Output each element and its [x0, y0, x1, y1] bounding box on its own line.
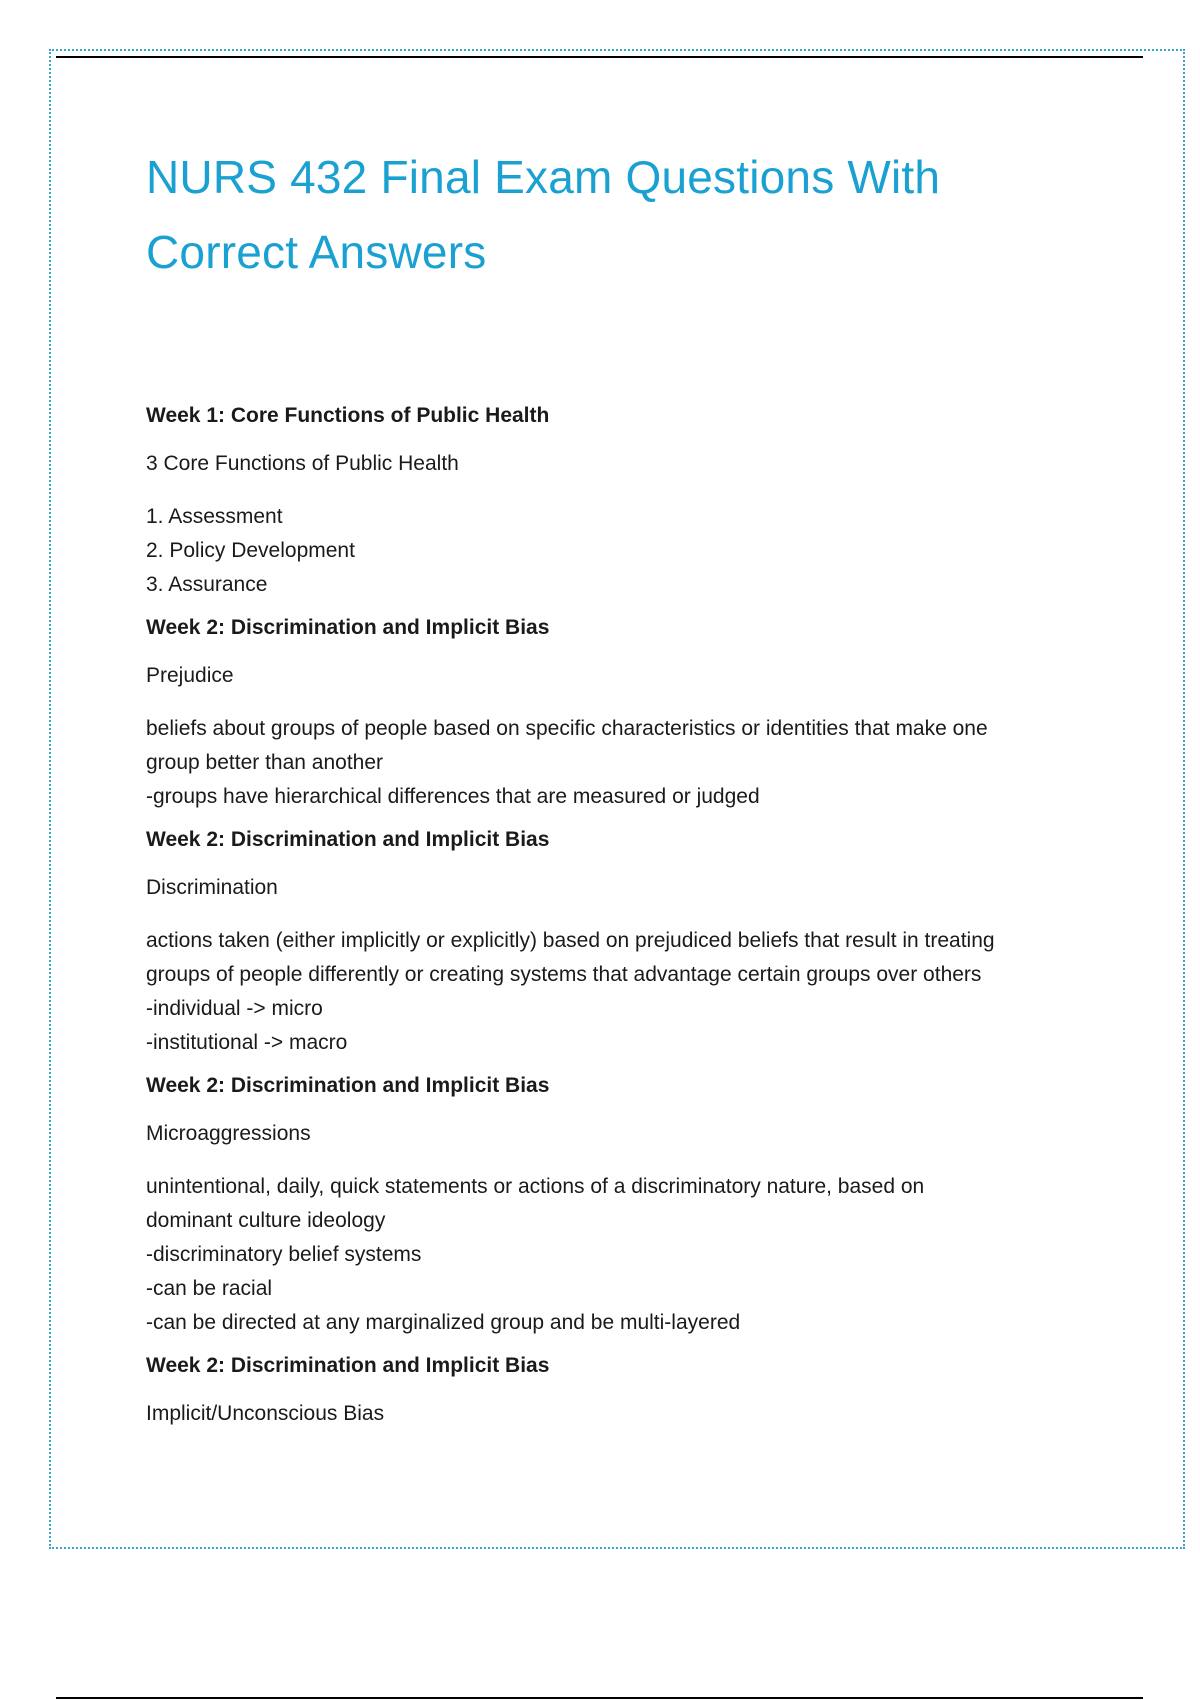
next-page-rule — [56, 1697, 1143, 1699]
flashcard — [146, 402, 1096, 602]
definition-line: dominant culture ideology — [146, 1209, 386, 1232]
card-definition — [146, 500, 1096, 602]
definition-line: 2. Policy Development — [146, 539, 355, 562]
card-definition — [146, 924, 1096, 1060]
week-heading: Week 2: Discrimination and Implicit Bias — [146, 828, 550, 851]
document-title — [146, 140, 1096, 290]
document-content — [146, 140, 1096, 1450]
card-term: Implicit/Unconscious Bias — [146, 1402, 385, 1425]
flashcard-list — [146, 402, 1096, 1428]
definition-line: beliefs about groups of people based on specific characteristics or identities that make one — [146, 717, 988, 740]
card-term: Prejudice — [146, 664, 234, 687]
card-term: 3 Core Functions of Public Health — [146, 452, 459, 475]
definition-line: -groups have hierarchical differences that are measured or judged — [146, 785, 760, 808]
definition-line: group better than another — [146, 751, 384, 774]
definition-line: groups of people differently or creating systems that advantage certain groups over others — [146, 963, 982, 986]
definition-line: 1. Assessment — [146, 505, 283, 528]
card-definition — [146, 1170, 1096, 1340]
definition-line: -can be racial — [146, 1277, 273, 1300]
card-definition — [146, 712, 1096, 814]
flashcard — [146, 614, 1096, 814]
definition-line: -can be directed at any marginalized group and be multi-layered — [146, 1311, 741, 1334]
week-heading: Week 2: Discrimination and Implicit Bias — [146, 616, 550, 639]
flashcard — [146, 826, 1096, 1060]
week-heading: Week 2: Discrimination and Implicit Bias — [146, 1354, 550, 1377]
week-heading: Week 1: Core Functions of Public Health — [146, 404, 550, 427]
definition-line: unintentional, daily, quick statements or actions of a discriminatory nature, based on — [146, 1175, 925, 1198]
definition-line: -institutional -> macro — [146, 1031, 348, 1054]
flashcard — [146, 1352, 1096, 1428]
title-line-1: NURS 432 Final Exam Questions With — [146, 151, 941, 203]
definition-line: actions taken (either implicitly or explicitly) based on prejudiced beliefs that result in treating — [146, 929, 995, 952]
definition-line: -individual -> micro — [146, 997, 323, 1020]
week-heading: Week 2: Discrimination and Implicit Bias — [146, 1074, 550, 1097]
definition-line: -discriminatory belief systems — [146, 1243, 422, 1266]
title-line-2: Correct Answers — [146, 226, 487, 278]
flashcard — [146, 1072, 1096, 1340]
card-term: Discrimination — [146, 876, 278, 899]
definition-line: 3. Assurance — [146, 573, 268, 596]
card-term: Microaggressions — [146, 1122, 311, 1145]
